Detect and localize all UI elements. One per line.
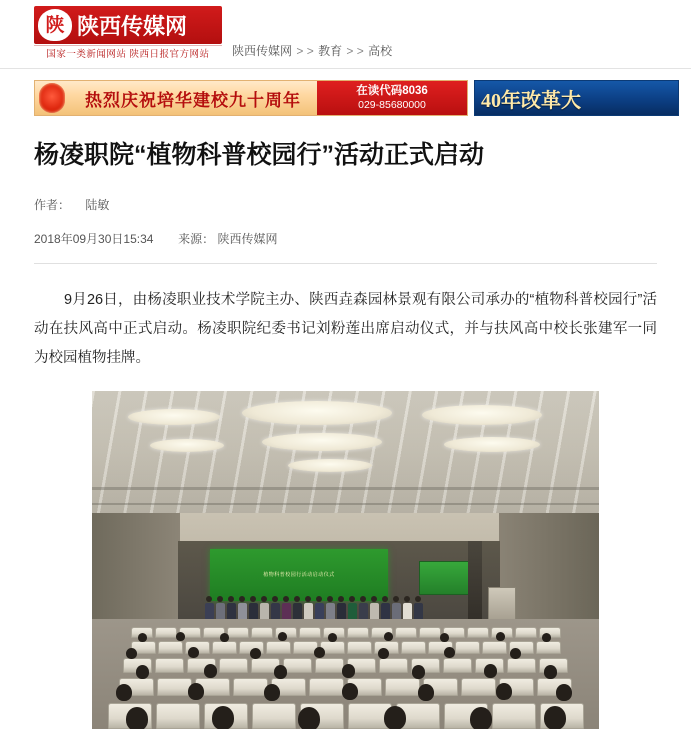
audience-head [412, 665, 425, 679]
seat-row [92, 627, 599, 638]
breadcrumb-separator: > > [296, 44, 314, 58]
event-photo [92, 391, 599, 729]
banner-phone: 029-85680000 [358, 98, 426, 111]
seat-row [92, 703, 599, 729]
audience-head [510, 648, 521, 659]
article-photo-wrapper [34, 391, 657, 729]
banner-code: 在读代码8036 [356, 85, 428, 98]
audience-head [250, 648, 261, 659]
page-title: 杨凌职院“植物科普校园行”活动正式启动 [34, 141, 485, 169]
audience-head [204, 664, 217, 678]
ceiling-light-oval [444, 437, 540, 452]
logo-mark-icon [38, 9, 72, 41]
audience-head [470, 707, 492, 729]
audience-head [278, 632, 287, 641]
article [0, 139, 691, 729]
lantern-icon [39, 83, 65, 113]
banner-reform-headline: 40年改革大 [481, 89, 581, 112]
audience-head [384, 632, 393, 641]
site-header [0, 0, 691, 69]
audience-head [264, 684, 280, 701]
banner-celebration-headline: 热烈庆祝培华建校九十周年 [85, 90, 301, 110]
banner-reform[interactable] [474, 80, 679, 116]
ceiling-light-oval [242, 401, 392, 425]
audience-head [116, 684, 132, 701]
logo-text: 陕西传媒网 [77, 13, 188, 39]
audience-head [138, 633, 147, 642]
audience-head [544, 665, 557, 679]
article-paragraph [34, 286, 657, 373]
audience-head [328, 633, 337, 642]
stage-screen-caption: 植物科普校园行活动启动仪式 [263, 572, 335, 578]
logo-mark-char: 陕 [45, 14, 65, 36]
audience-head [298, 707, 320, 729]
audience-head [378, 648, 389, 659]
breadcrumb-item-education[interactable]: 教育 [318, 44, 343, 58]
site-logo[interactable] [34, 6, 222, 62]
ceiling-light-oval [150, 439, 224, 452]
breadcrumb-item-home[interactable]: 陕西传媒网 [232, 44, 293, 58]
audience-head [484, 664, 497, 678]
ceiling-light-oval [288, 459, 372, 472]
audience-head [126, 707, 148, 729]
audience-head [314, 647, 325, 658]
podium [488, 587, 516, 623]
source-name: 陕西传媒网 [217, 231, 278, 246]
audience-head [542, 633, 551, 642]
audience-head [126, 648, 137, 659]
audience-head [496, 632, 505, 641]
breadcrumb-item-college[interactable]: 高校 [368, 44, 393, 58]
photo-left-wall [92, 513, 180, 623]
audience-head [136, 665, 149, 679]
audience-head [274, 665, 287, 679]
logo-main [34, 6, 222, 44]
ceiling-beam [92, 487, 599, 490]
audience-head [342, 664, 355, 678]
banner-celebration-contact [317, 80, 467, 116]
source-label: 来源： [178, 231, 215, 246]
seat-row [92, 641, 599, 654]
audience-head [220, 633, 229, 642]
banner-celebration[interactable] [34, 80, 468, 116]
audience-head [556, 684, 572, 701]
audience-head [544, 706, 566, 729]
audience-head [418, 684, 434, 701]
banner-strip [0, 77, 691, 119]
divider [34, 263, 657, 264]
ceiling-light-oval [128, 409, 220, 425]
ceiling-beam [92, 503, 599, 505]
audience-seating [92, 627, 599, 729]
article-meta [34, 230, 657, 247]
author-name: 陆敏 [85, 197, 110, 212]
breadcrumb-separator: > > [346, 44, 364, 58]
logo-subtitle: 国家一类新闻网站 陕西日报官方网站 [34, 45, 222, 63]
ceiling-light-oval [422, 405, 542, 425]
article-paragraph-text: 9月26日，由杨凌职业技术学院主办、陕西垚森园林景观有限公司承办的“植物科普校园行”活动在扶风高中正式启动。杨凌职院纪委书记刘粉莲出席启动仪式，并与扶风高中校长张建军一同为校园植物挂牌。 [34, 291, 657, 366]
audience-head [440, 633, 449, 642]
audience-head [176, 632, 185, 641]
article-author [34, 196, 657, 213]
audience-head [444, 647, 455, 658]
audience-head [212, 706, 234, 729]
speaker-tower [468, 541, 482, 619]
audience-head [188, 647, 199, 658]
breadcrumb [232, 42, 392, 59]
ceiling-light-oval [262, 433, 382, 451]
audience-head [384, 706, 406, 729]
author-label: 作者： [34, 197, 71, 212]
publish-time: 2018年09月30日15:34 [34, 231, 154, 246]
